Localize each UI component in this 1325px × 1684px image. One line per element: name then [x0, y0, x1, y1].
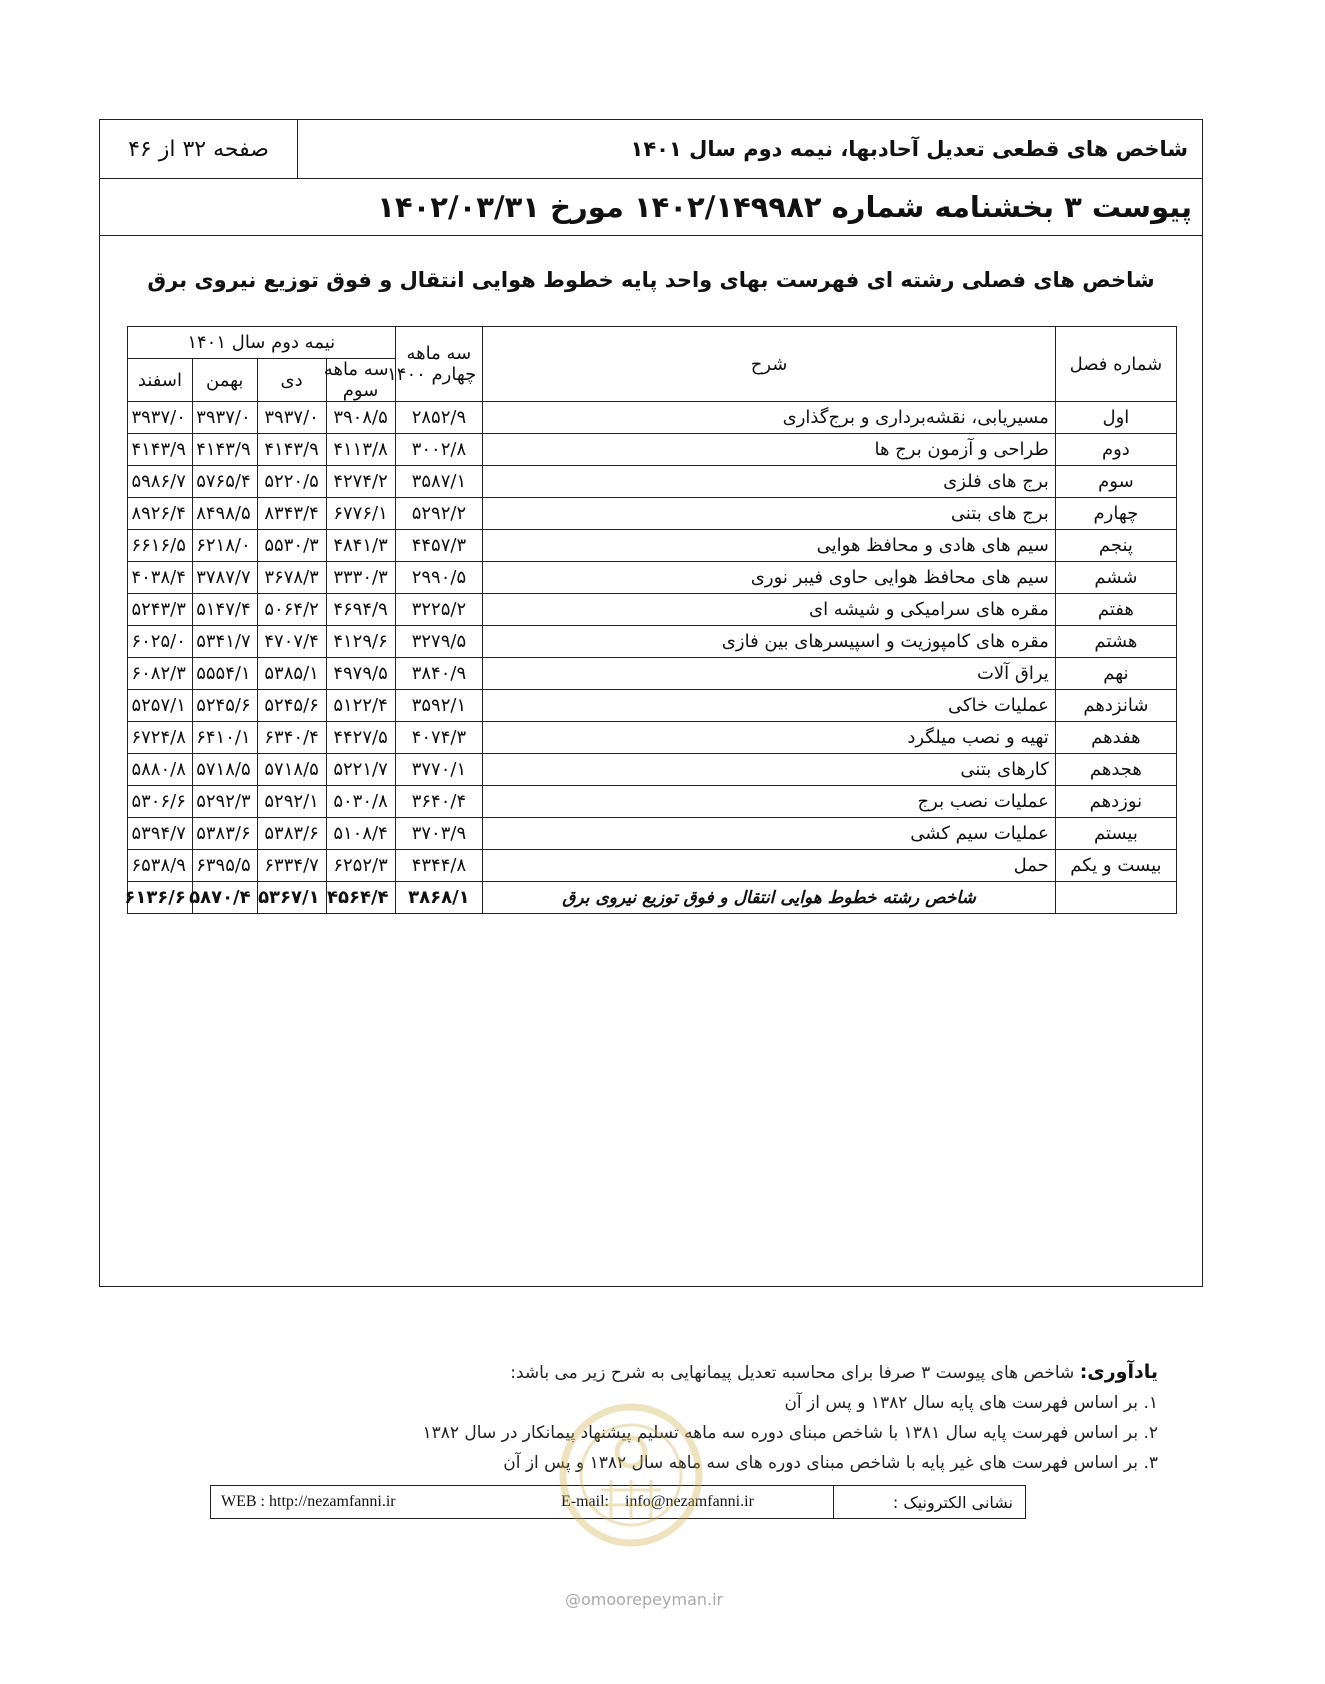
cell-chapter: نهم — [1055, 658, 1176, 690]
cell-chapter: نوزدهم — [1055, 786, 1176, 818]
cell-q3: ۵۰۳۰/۸ — [326, 786, 395, 818]
header-bahman: بهمن — [192, 359, 257, 402]
cell-description: برج های فلزی — [483, 466, 1056, 498]
cell-q4-1400: ۳۷۷۰/۱ — [395, 754, 483, 786]
cell-chapter: بیست و یکم — [1055, 850, 1176, 882]
cell-q4-1400: ۳۶۴۰/۴ — [395, 786, 483, 818]
cell-bahman: ۶۲۱۸/۰ — [192, 530, 257, 562]
cell-description: تهیه و نصب میلگرد — [483, 722, 1056, 754]
cell-bahman: ۵۲۹۲/۳ — [192, 786, 257, 818]
cell-bahman: ۸۴۹۸/۵ — [192, 498, 257, 530]
cell-q3: ۳۹۰۸/۵ — [326, 402, 395, 434]
table-row — [128, 402, 1177, 434]
cell-q3: ۵۱۰۸/۴ — [326, 818, 395, 850]
cell-chapter: پنجم — [1055, 530, 1176, 562]
header-half-year-group: نیمه دوم سال ۱۴۰۱ — [128, 327, 396, 359]
header-description: شرح — [483, 327, 1056, 402]
cell-dey: ۵۰۶۴/۲ — [257, 594, 326, 626]
table-row — [128, 562, 1177, 594]
page-number: صفحه ۳۲ از ۴۶ — [100, 120, 298, 178]
cell-dey: ۵۳۸۳/۶ — [257, 818, 326, 850]
cell-q4-1400: ۳۸۴۰/۹ — [395, 658, 483, 690]
cell-q4-1400: ۴۰۷۴/۳ — [395, 722, 483, 754]
table-row — [128, 754, 1177, 786]
cell-q4-1400: ۵۲۹۲/۲ — [395, 498, 483, 530]
table-row — [128, 658, 1177, 690]
table-row — [128, 850, 1177, 882]
cell-total-description: شاخص رشته خطوط هوایی انتقال و فوق توزیع نیروی برق — [483, 882, 1056, 914]
cell-description: مسیریابی، نقشه‌برداری و برج‌گذاری — [483, 402, 1056, 434]
index-table — [124, 326, 1177, 914]
cell-total-q4-1400: ۳۸۶۸/۱ — [395, 882, 483, 914]
cell-esfand: ۵۲۵۷/۱ — [128, 690, 193, 722]
cell-q4-1400: ۳۲۲۵/۲ — [395, 594, 483, 626]
cell-chapter: هفدهم — [1055, 722, 1176, 754]
cell-q3: ۵۲۲۱/۷ — [326, 754, 395, 786]
cell-total-q3: ۴۵۶۴/۴ — [326, 882, 395, 914]
cell-description: حمل — [483, 850, 1056, 882]
email-address[interactable]: info@nezamfanni.ir — [624, 1493, 754, 1510]
cell-esfand: ۶۰۲۵/۰ — [128, 626, 193, 658]
cell-description: کارهای بتنی — [483, 754, 1056, 786]
notes — [258, 1357, 1158, 1478]
cell-description: یراق آلات — [483, 658, 1056, 690]
table-row — [128, 434, 1177, 466]
web-link[interactable]: WEB : http://nezamfanni.ir — [221, 1493, 396, 1510]
cell-dey: ۵۷۱۸/۵ — [257, 754, 326, 786]
cell-bahman: ۵۷۱۸/۵ — [192, 754, 257, 786]
table-row — [128, 786, 1177, 818]
cell-chapter: ششم — [1055, 562, 1176, 594]
cell-q3: ۵۱۲۲/۴ — [326, 690, 395, 722]
cell-q3: ۴۱۱۳/۸ — [326, 434, 395, 466]
cell-total-dey: ۵۳۶۷/۱ — [257, 882, 326, 914]
cell-esfand: ۵۹۸۶/۷ — [128, 466, 193, 498]
header-dey: دی — [257, 359, 326, 402]
cell-description: عملیات نصب برج — [483, 786, 1056, 818]
cell-bahman: ۵۳۴۱/۷ — [192, 626, 257, 658]
cell-dey: ۴۷۰۷/۴ — [257, 626, 326, 658]
notes-head: یادآوری: — [1079, 1361, 1158, 1383]
header-q3-line2: سوم — [342, 380, 379, 401]
cell-q3: ۴۱۲۹/۶ — [326, 626, 395, 658]
cell-dey: ۵۵۳۰/۳ — [257, 530, 326, 562]
cell-dey: ۵۲۹۲/۱ — [257, 786, 326, 818]
cell-description: سیم های محافظ هوایی حاوی فیبر نوری — [483, 562, 1056, 594]
cell-esfand: ۳۹۳۷/۰ — [128, 402, 193, 434]
cell-q4-1400: ۲۹۹۰/۵ — [395, 562, 483, 594]
table-row — [128, 466, 1177, 498]
cell-q3: ۶۲۵۲/۳ — [326, 850, 395, 882]
header-q4-1400 — [387, 327, 483, 402]
header-q3 — [323, 359, 395, 402]
cell-chapter: دوم — [1055, 434, 1176, 466]
cell-esfand: ۵۳۹۴/۷ — [128, 818, 193, 850]
cell-dey: ۳۹۳۷/۰ — [257, 402, 326, 434]
cell-description: برج های بتنی — [483, 498, 1056, 530]
cell-description: عملیات سیم کشی — [483, 818, 1056, 850]
header-esfand: اسفند — [128, 359, 193, 402]
cell-bahman: ۶۳۹۵/۵ — [192, 850, 257, 882]
cell-description: مقره های سرامیکی و شیشه ای — [483, 594, 1056, 626]
cell-q3: ۶۷۷۶/۱ — [326, 498, 395, 530]
table-row — [128, 594, 1177, 626]
cell-q3: ۴۴۲۷/۵ — [326, 722, 395, 754]
cell-bahman: ۵۳۸۳/۶ — [192, 818, 257, 850]
cell-chapter: هفتم — [1055, 594, 1176, 626]
cell-bahman: ۵۲۴۵/۶ — [192, 690, 257, 722]
header-q3-line1: سه ماهه — [323, 359, 389, 380]
cell-q4-1400: ۳۰۰۲/۸ — [395, 434, 483, 466]
table-row — [128, 722, 1177, 754]
table-row — [128, 530, 1177, 562]
cell-q4-1400: ۴۴۵۷/۳ — [395, 530, 483, 562]
cell-esfand: ۴۰۳۸/۴ — [128, 562, 193, 594]
cell-dey: ۵۲۲۰/۵ — [257, 466, 326, 498]
cell-dey: ۳۶۷۸/۳ — [257, 562, 326, 594]
cell-bahman: ۳۹۳۷/۰ — [192, 402, 257, 434]
cell-total-esfand: ۶۱۳۶/۶ — [128, 882, 193, 914]
table-row-total — [128, 882, 1177, 914]
cell-esfand: ۵۸۸۰/۸ — [128, 754, 193, 786]
cell-chapter: شانزدهم — [1055, 690, 1176, 722]
cell-bahman: ۵۷۶۵/۴ — [192, 466, 257, 498]
header-q4-line1: سه ماهه — [406, 343, 472, 364]
cell-bahman: ۵۵۵۴/۱ — [192, 658, 257, 690]
cell-description: مقره های کامپوزیت و اسپیسرهای بین فازی — [483, 626, 1056, 658]
cell-dey: ۶۳۴۰/۴ — [257, 722, 326, 754]
cell-esfand: ۶۵۳۸/۹ — [128, 850, 193, 882]
attachment-title: پیوست ۳ بخشنامه شماره ۱۴۰۲/۱۴۹۹۸۲ مورخ ۱۴۰۲/۰۳/۳۱ — [100, 178, 1202, 236]
cell-description: عملیات خاکی — [483, 690, 1056, 722]
cell-total-bahman: ۵۸۷۰/۴ — [192, 882, 257, 914]
cell-chapter: بیستم — [1055, 818, 1176, 850]
header-q4-line2: چهارم ۱۴۰۰ — [387, 364, 477, 385]
cell-q3: ۴۶۹۴/۹ — [326, 594, 395, 626]
cell-dey: ۵۳۸۵/۱ — [257, 658, 326, 690]
cell-dey: ۵۲۴۵/۶ — [257, 690, 326, 722]
cell-esfand: ۶۷۲۴/۸ — [128, 722, 193, 754]
page-frame — [99, 119, 1203, 1287]
cell-dey: ۴۱۴۳/۹ — [257, 434, 326, 466]
contact-label: نشانی الکترونیک : — [833, 1486, 1025, 1518]
table-row — [128, 498, 1177, 530]
cell-q4-1400: ۴۳۴۴/۸ — [395, 850, 483, 882]
cell-chapter-empty — [1055, 882, 1176, 914]
table-row — [128, 626, 1177, 658]
cell-bahman: ۴۱۴۳/۹ — [192, 434, 257, 466]
cell-q4-1400: ۳۵۸۷/۱ — [395, 466, 483, 498]
email-label: E-mail: — [561, 1493, 609, 1510]
cell-chapter: هشتم — [1055, 626, 1176, 658]
cell-esfand: ۶۰۸۲/۳ — [128, 658, 193, 690]
notes-intro: شاخص های پیوست ۳ صرفا برای محاسبه تعدیل پیمانهایی به شرح زیر می باشد: — [510, 1363, 1075, 1383]
cell-chapter: چهارم — [1055, 498, 1176, 530]
cell-q4-1400: ۳۷۰۳/۹ — [395, 818, 483, 850]
cell-q3: ۴۹۷۹/۵ — [326, 658, 395, 690]
table-row — [128, 690, 1177, 722]
table-row — [128, 818, 1177, 850]
header-row — [100, 120, 1202, 179]
cell-chapter: سوم — [1055, 466, 1176, 498]
watermark-text: @omoorepeyman.ir — [565, 1590, 724, 1609]
cell-dey: ۶۳۳۴/۷ — [257, 850, 326, 882]
cell-chapter: هجدهم — [1055, 754, 1176, 786]
cell-description: طراحی و آزمون برج ها — [483, 434, 1056, 466]
notes-item: ۲. بر اساس فهرست پایه سال ۱۳۸۱ با شاخص مبنای دوره سه ماهه تسلیم پیشنهاد پیمانکار در سال ۱۳۸۲ — [422, 1423, 1158, 1443]
cell-esfand: ۴۱۴۳/۹ — [128, 434, 193, 466]
cell-dey: ۸۳۴۳/۴ — [257, 498, 326, 530]
notes-item: ۳. بر اساس فهرست های غیر پایه با شاخص مبنای دوره های سه ماهه سال ۱۳۸۲ و پس از آن — [503, 1453, 1158, 1473]
document-title: شاخص های قطعی تعدیل آحادبها، نیمه دوم سال ۱۴۰۱ — [630, 137, 1188, 161]
cell-q3: ۳۳۳۰/۳ — [326, 562, 395, 594]
cell-q3: ۴۲۷۴/۲ — [326, 466, 395, 498]
notes-item: ۱. بر اساس فهرست های پایه سال ۱۳۸۲ و پس از آن — [784, 1393, 1158, 1413]
seal-watermark-icon — [556, 1390, 706, 1560]
cell-esfand: ۸۹۲۶/۴ — [128, 498, 193, 530]
cell-q4-1400: ۲۸۵۲/۹ — [395, 402, 483, 434]
header-chapter: شماره فصل — [1055, 327, 1176, 402]
cell-q4-1400: ۳۲۷۹/۵ — [395, 626, 483, 658]
cell-q3: ۴۸۴۱/۳ — [326, 530, 395, 562]
cell-bahman: ۶۴۱۰/۱ — [192, 722, 257, 754]
cell-bahman: ۵۱۴۷/۴ — [192, 594, 257, 626]
cell-esfand: ۵۲۴۳/۳ — [128, 594, 193, 626]
cell-esfand: ۶۶۱۶/۵ — [128, 530, 193, 562]
section-title: شاخص های فصلی رشته ای فهرست بهای واحد پایه خطوط هوایی انتقال و فوق توزیع نیروی برق — [147, 268, 1155, 292]
cell-description: سیم های هادی و محافظ هوایی — [483, 530, 1056, 562]
cell-bahman: ۳۷۸۷/۷ — [192, 562, 257, 594]
cell-chapter: اول — [1055, 402, 1176, 434]
cell-esfand: ۵۳۰۶/۶ — [128, 786, 193, 818]
cell-q4-1400: ۳۵۹۲/۱ — [395, 690, 483, 722]
